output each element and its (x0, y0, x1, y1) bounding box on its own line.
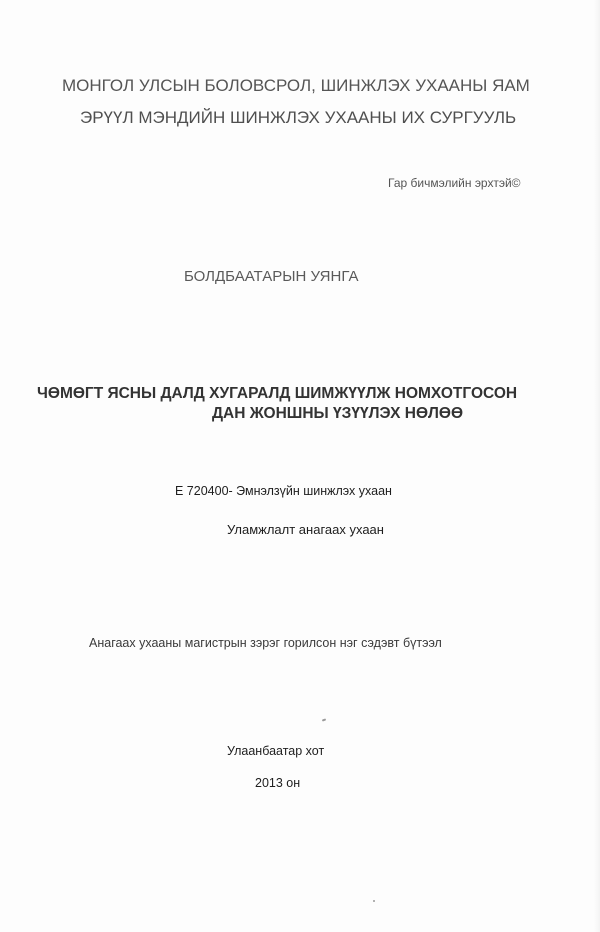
scan-speck (322, 718, 326, 721)
city: Улаанбаатар хот (227, 744, 325, 758)
ministry-name: МОНГОЛ УЛСЫН БОЛОВСРОЛ, ШИНЖЛЭХ УХААНЫ ЯАМ (62, 76, 530, 95)
page-edge-shadow (594, 0, 600, 932)
specialty-name: Уламжлалт анагаах ухаан (227, 522, 384, 537)
scan-speck (373, 900, 375, 902)
copyright-note: Гар бичмэлийн эрхтэй© (388, 176, 521, 190)
thesis-title-line-2: ДАН ЖОНШНЫ ҮЗҮҮЛЭХ НӨЛӨӨ (212, 405, 464, 422)
year: 2013 он (255, 776, 301, 790)
thesis-title-line-1: ЧӨМӨГТ ЯСНЫ ДАЛД ХУГАРАЛД ШИМЖҮҮЛЖ НОМХОТГОСОН (37, 385, 518, 402)
university-name: ЭРҮҮЛ МЭНДИЙН ШИНЖЛЭХ УХААНЫ ИХ СУРГУУЛЬ (80, 108, 517, 127)
author-name: БОЛДБААТАРЫН УЯНГА (184, 268, 359, 285)
degree-statement: Анагаах ухааны магистрын зэрэг горилсон нэг сэдэвт бүтээл (89, 636, 442, 650)
specialty-code: E 720400- Эмнэлзүйн шинжлэх ухаан (175, 484, 392, 498)
